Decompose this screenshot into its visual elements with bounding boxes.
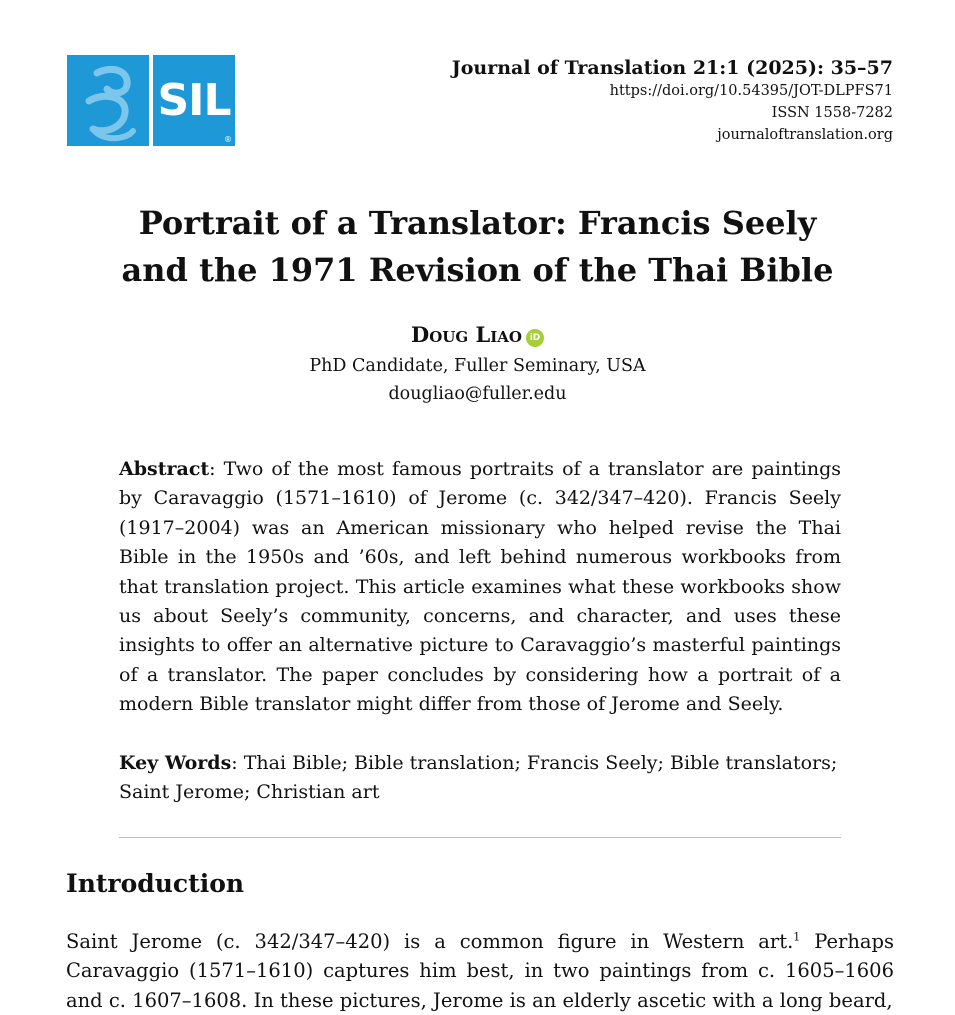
abstract-label: Abstract	[119, 458, 210, 480]
registered-mark: ®	[224, 135, 232, 144]
author-line	[200, 318, 755, 352]
logo-glyph-icon	[67, 55, 149, 146]
article-title	[60, 200, 895, 294]
author-name: Doug Liao	[411, 322, 522, 347]
introduction-paragraph	[66, 927, 894, 1015]
section-divider	[119, 837, 841, 838]
journal-website-link[interactable]: journaloftranslation.org	[717, 127, 893, 143]
sil-logo	[67, 55, 235, 146]
keywords-text: : Thai Bible; Bible translation; Francis Seely; Bible translators; Saint Jerome; Christian art	[119, 752, 838, 804]
logo-text-panel	[153, 55, 235, 146]
footnote-ref-1[interactable]: 1	[793, 930, 801, 944]
journal-doi-link[interactable]: https://doi.org/10.54395/JOT-DLPFS71	[609, 83, 893, 99]
intro-text-rest: Perhaps Caravaggio (1571–1610) captures him best, in two paintings from c. 1605–1606 and c. 1607–1608. In these pictures, Jerome is an elderly ascetic with a long beard,	[66, 930, 894, 1012]
introduction-heading: Introduction	[66, 869, 245, 898]
journal-issn: ISSN 1558-7282	[771, 105, 893, 121]
abstract-text: : Two of the most famous portraits of a translator are paintings by Caravaggio (1571–1610) of Jerome (c. 342/347–420). Francis Seely (1917–2004) was an American missionary who helped revise the Thai Bible in the 1950s and ’60s, and left behind numerous workbooks from that translation project. This article examines what these workbooks show us about Seely’s community, concerns, and character, and uses these insights to offer an alternative picture to Caravaggio’s masterful paintings of a translator. The paper concludes by considering how a portrait of a modern Bible translator might differ from those of Jerome and Seely.	[119, 458, 841, 716]
journal-citation: Journal of Translation 21:1 (2025): 35–57	[451, 57, 893, 79]
journal-info	[373, 56, 893, 146]
author-email-link[interactable]: dougliao@fuller.edu	[388, 384, 567, 404]
logo-glyph-panel	[67, 55, 149, 146]
author-block	[200, 318, 755, 408]
article-title-line-2: and the 1971 Revision of the Thai Bible	[121, 251, 834, 289]
abstract	[119, 455, 841, 720]
article-title-line-1: Portrait of a Translator: Francis Seely	[138, 204, 817, 242]
logo-text: SIL	[157, 75, 231, 126]
orcid-icon[interactable]: iD	[526, 329, 544, 347]
intro-text-start: Saint Jerome (c. 342/347–420) is a common figure in Western art.	[66, 930, 794, 953]
author-affiliation: PhD Candidate, Fuller Seminary, USA	[309, 356, 646, 376]
keywords	[119, 749, 841, 808]
keywords-label: Key Words	[119, 752, 232, 774]
